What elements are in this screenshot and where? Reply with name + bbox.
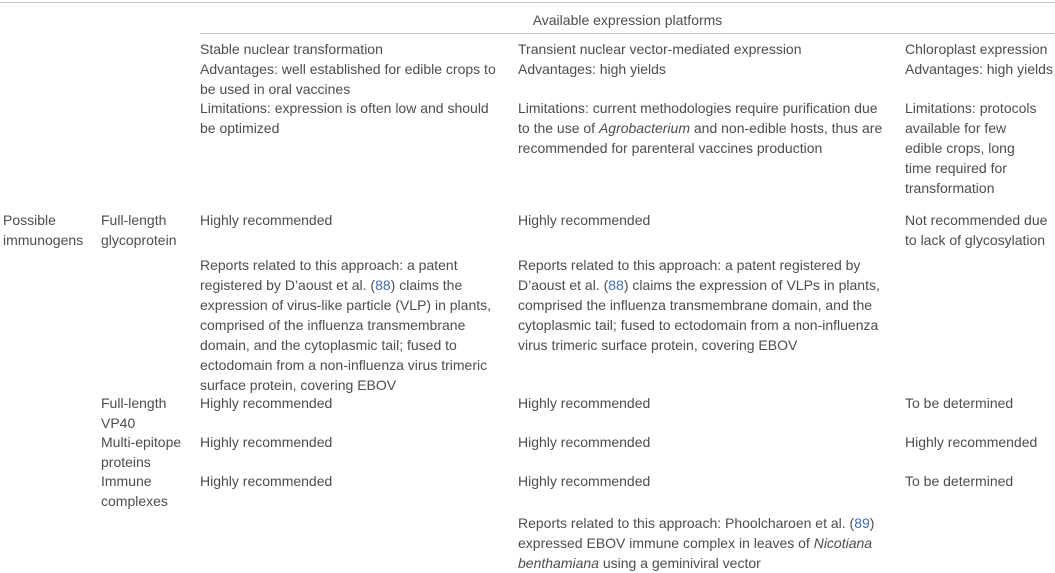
report-transient: Reports related to this approach: a patent registered by D’aoust et al. (88) claims the expression of VLPs in plants, comprised the influenza transmembrane domain, and the cytoplasmic tail; fused to ectodomain from a non-influenza virus trimeric surface protein, covering EBOV [518, 257, 880, 353]
recommendation-transient: Highly recommended [518, 395, 651, 411]
immunogen-label: Full-length glycoprotein [101, 212, 177, 248]
platform-limitations-stable: Limitations: expression is often low and should be optimized [200, 100, 489, 136]
recommendation-transient: Highly recommended [518, 473, 651, 489]
platform-limitations-chloroplast: Limitations: protocols available for few edible crops, long time required for transformation [905, 100, 1037, 196]
citation-link[interactable]: 89 [854, 515, 870, 531]
recommendation-stable: Highly recommended [200, 434, 333, 450]
recommendation-stable: Highly recommended [200, 473, 333, 489]
report-transient: Reports related to this approach: Phoolcharoen et al. (89) expressed EBOV immune complex in leaves of Nicotiana benthamiana using a geminiviral vector [518, 515, 875, 571]
header-rule [200, 33, 1055, 34]
citation-link[interactable]: 88 [608, 277, 624, 293]
platform-limitations-transient: Limitations: current methodologies require purification due to the use of Agrobacterium and non-edible hosts, thus are recommended for parenteral vaccines production [518, 100, 883, 156]
platform-advantages: be used in oral vaccines [200, 81, 351, 97]
platform-name: Stable nuclear transformation [200, 41, 383, 57]
nicotiana-italic: Nicotiana [813, 535, 873, 551]
agrobacterium-italic: Agrobacterium [598, 120, 690, 136]
recommendation-chloroplast: To be determined [905, 473, 1014, 489]
platform-advantages: Advantages: high yields [905, 61, 1053, 77]
row-group-label: Possible immunogens [3, 212, 84, 248]
recommendation-chloroplast: Not recommended due to lack of glycosylation [905, 212, 1048, 248]
immunogen-label: Full-length VP40 [101, 395, 167, 431]
benthamiana-italic: benthamiana [518, 555, 599, 571]
platform-advantages: Advantages: well established for edible crops to [200, 61, 496, 77]
report-stable: Reports related to this approach: a patent registered by D’aoust et al. (88) claims the expression of virus-like particle (VLP) in plants, comprised of the influenza transmembrane domain, and the cytoplasmic tail; fused to ectodomain from a non-influenza virus trimeric surface protein, covering EBOV [200, 257, 492, 393]
platform-name: Chloroplast expression [905, 41, 1048, 57]
recommendation-transient: Highly recommended [518, 434, 651, 450]
recommendation-transient: Highly recommended [518, 212, 651, 228]
spanning-header: Available expression platforms [532, 12, 723, 28]
platform-header-stable [200, 39, 496, 99]
platform-header-transient [518, 39, 802, 79]
platform-header-chloroplast [905, 39, 1053, 79]
platform-name: Transient nuclear vector-mediated expression [518, 41, 802, 57]
recommendation-chloroplast: Highly recommended [905, 434, 1038, 450]
citation-link[interactable]: 88 [375, 277, 391, 293]
recommendation-stable: Highly recommended [200, 212, 333, 228]
top-rule [0, 2, 1055, 3]
immunogen-label: Multi-epitope proteins [101, 434, 182, 470]
recommendation-stable: Highly recommended [200, 395, 333, 411]
immunogen-label: Immune complexes [101, 473, 168, 509]
platform-advantages: Advantages: high yields [518, 61, 666, 77]
recommendation-chloroplast: To be determined [905, 395, 1014, 411]
